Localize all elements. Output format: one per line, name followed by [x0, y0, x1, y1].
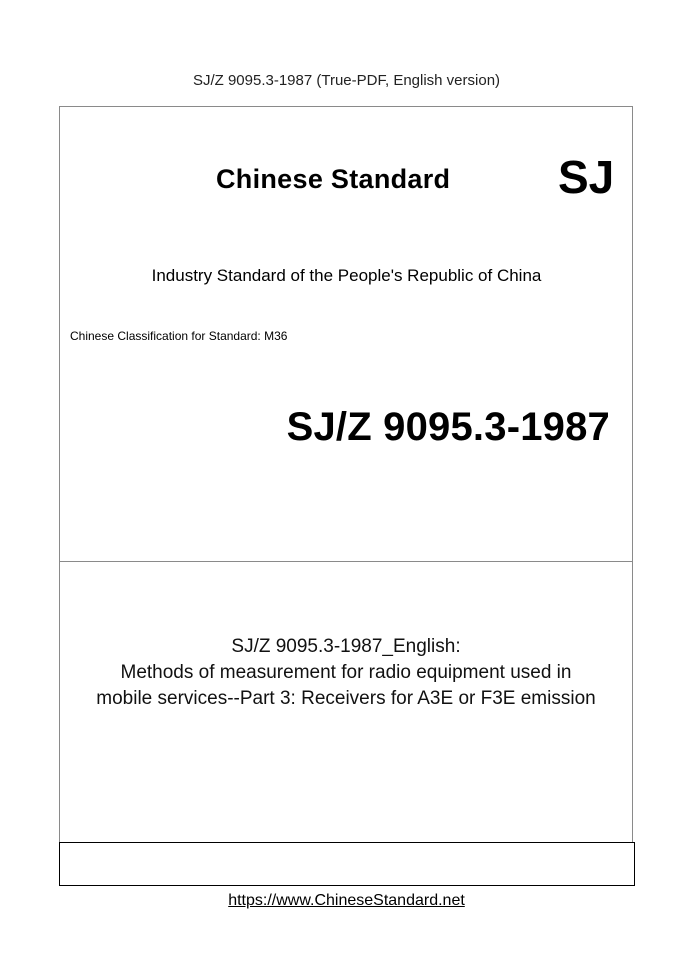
website-link[interactable]: https://www.ChineseStandard.net [228, 892, 465, 909]
cover-title-row [0, 151, 693, 208]
footer-link-row [0, 892, 693, 910]
standard-number: SJ/Z 9095.3-1987 [286, 405, 610, 449]
industry-standard-line: Industry Standard of the People's Republic of China [151, 266, 542, 285]
cover-frame [59, 106, 633, 884]
title-line-2: Methods of measurement for radio equipment used in [120, 662, 572, 683]
document-title [59, 634, 633, 712]
page-header: SJ/Z 9095.3-1987 (True-PDF, English version) [192, 72, 501, 89]
standard-mark: SJ [558, 151, 615, 203]
classification-line: Chinese Classification for Standard: M36 [70, 329, 288, 343]
title-line-1: SJ/Z 9095.3-1987_English: [231, 636, 461, 657]
cover-heading: Chinese Standard [216, 164, 451, 194]
footer-band [59, 842, 635, 886]
title-line-3: mobile services--Part 3: Receivers for A3E or F3E emission [96, 688, 596, 709]
